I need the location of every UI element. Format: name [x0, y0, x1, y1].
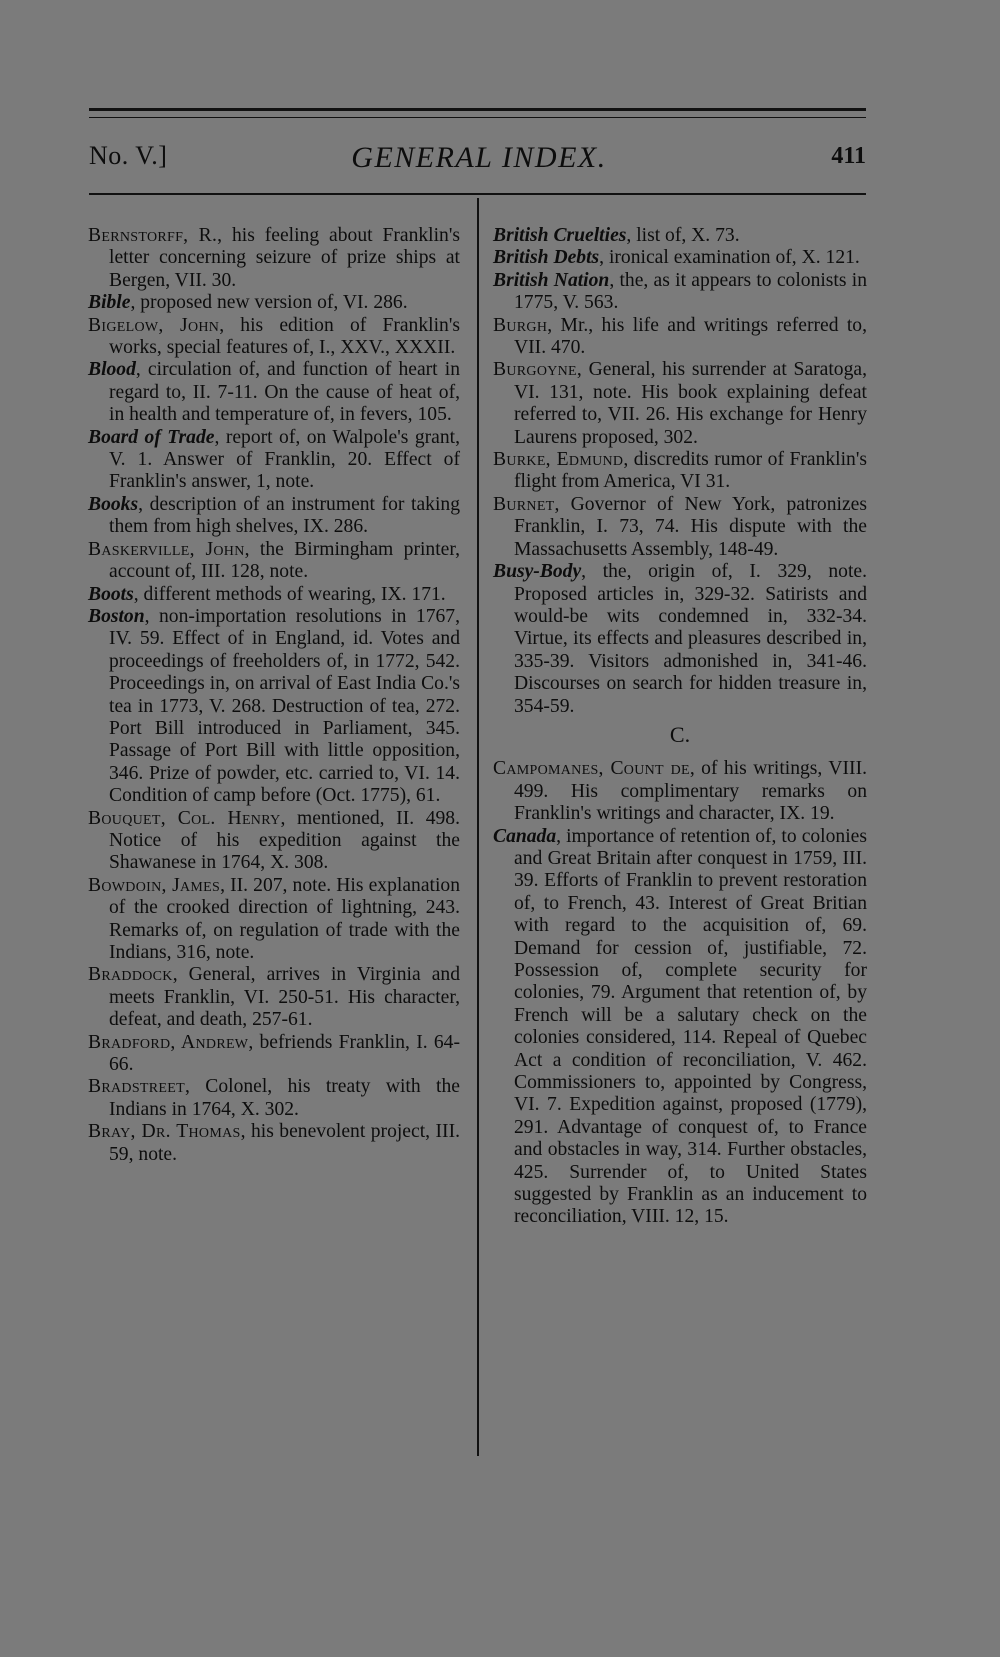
entry-heading: Bradford, Andrew — [88, 1031, 249, 1053]
index-entry — [88, 494, 460, 539]
index-entry — [88, 875, 460, 965]
index-entry — [493, 826, 867, 1229]
running-header — [89, 141, 866, 181]
index-entry — [88, 606, 460, 808]
entry-text: , of his writings, VIII. 499. His complimentary remarks on Franklin's writings and character, IX. 19. — [514, 758, 867, 825]
top-rule-thin — [89, 117, 866, 118]
entry-heading: Braddock — [88, 964, 173, 986]
entry-heading: Board of Trade — [88, 426, 215, 448]
entry-text: , discredits rumor of Franklin's flight from America, VI 31. — [514, 449, 868, 493]
index-entry — [88, 315, 460, 360]
index-entry — [88, 1032, 460, 1077]
index-entry — [493, 247, 867, 269]
index-entry — [493, 270, 867, 315]
index-entry — [88, 225, 460, 292]
entry-text: , description of an instrument for taking them from high shelves, IX. 286. — [109, 493, 460, 538]
entry-text: , Mr., his life and writings referred to, VII. 470. — [514, 314, 867, 359]
entry-heading: Burke, Edmund — [493, 449, 624, 471]
index-entry — [493, 359, 867, 449]
header-rule — [89, 193, 866, 195]
entry-text: , ironical examination of, X. 121. — [599, 247, 860, 269]
entry-heading: Boston — [88, 605, 145, 627]
index-entry — [88, 808, 460, 875]
entry-text: , proposed new version of, VI. 286. — [130, 292, 408, 314]
entry-text: , II. 207, note. His explanation of the crooked direction of lightning, 243. Remarks of, on regulation of trade with the Indians, 316, note. — [109, 874, 460, 963]
index-entry — [493, 494, 867, 561]
entry-heading: Baskerville, John — [88, 538, 245, 560]
entry-text: , Colonel, his treaty with the Indians in 1764, X. 302. — [109, 1076, 460, 1120]
index-entry — [493, 758, 867, 825]
index-column-left — [88, 225, 460, 1166]
entry-text: , General, his surrender at Saratoga, VI. 131, note. His book explaining defeat referred to, VII. 26. His exchange for Henry Laurens proposed, 302. — [514, 359, 867, 448]
index-entry — [88, 539, 460, 584]
entry-heading: Bowdoin, James — [88, 874, 221, 896]
index-entry — [493, 225, 867, 247]
column-divider — [477, 198, 479, 1456]
entry-heading: Burnet — [493, 493, 555, 515]
entry-text: , his feeling about Franklin's letter concerning seizure of prize ships at Bergen, VII. 30. — [109, 225, 461, 291]
index-entry — [88, 1076, 460, 1121]
entry-text: , circulation of, and function of heart in regard to, II. 7-11. On the cause of heat of, in health and temperature of, in fevers, 105. — [109, 359, 460, 426]
index-entry — [88, 292, 460, 314]
entry-heading: Campomanes, Count de — [493, 758, 690, 780]
entry-heading: British Cruelties — [493, 225, 627, 246]
entry-text: , different methods of wearing, IX. 171. — [133, 583, 446, 605]
index-entry — [88, 964, 460, 1031]
entry-text: , his benevolent project, III. 59, note. — [109, 1121, 461, 1165]
entry-heading: British Debts — [493, 247, 600, 269]
index-entry — [88, 359, 460, 426]
entry-heading: Canada — [493, 825, 557, 847]
index-entry — [493, 449, 867, 494]
entry-heading: British Nation — [493, 269, 610, 291]
entry-text: , importance of retention of, to colonies and Great Britain after conquest in 1759, III. 39. Efforts of Franklin to prevent restoration of, to French, 43. Interest of Great Britian with regard to the acquisition of, 69. Demand for cession of, justifiable, 72. Possession of, complete security for colonies, 79. Argument that retention of, by French will be a salutary check on the colonies considered, 114. Repeal of Quebec Act a condition of reconciliation, V. 462. Commissioners to, appointed by Congress, VI. 7. Expedition against, proposed (1779), 291. Advantage of conquest of, to France and obstacles in way, 314. Further obstacles, 425. Surrender of, to United States suggested by Franklin as an inducement to reconciliation, VIII. 12, 15. — [514, 825, 867, 1228]
index-entry — [493, 315, 867, 360]
entry-heading: Burgoyne — [493, 359, 577, 381]
entry-text: , the, origin of, I. 329, note. Proposed articles in, 329-32. Satirists and would-be wits condemned in, 332-34. Virtue, its effects and pleasures described in, 335-39. Visitors admonished in, 341-46. Discourses on search for hidden treasure in, 354-59. — [514, 561, 867, 717]
entry-heading: Boots — [88, 583, 134, 605]
entry-text: , the, as it appears to colonists in 1775, V. 563. — [514, 269, 867, 314]
index-entry — [88, 427, 460, 494]
page-title: GENERAL INDEX. — [351, 141, 607, 174]
entry-text: , his edition of Franklin's works, special features of, I., XXV., XXXII. — [109, 314, 460, 359]
entry-text: , list of, X. 73. — [626, 225, 740, 246]
entry-text: , General, arrives in Virginia and meets Franklin, VI. 250-51. His character, defeat, and death, 257-61. — [109, 964, 460, 1031]
page-number: 411 — [831, 143, 866, 169]
entry-text: , non-importation resolutions in 1767, IV. 59. Effect of in England, id. Votes and proceedings of freeholders of, in 1772, 542. Proceedings in, on arrival of East India Co.'s tea in 1773, V. 268. Destruction of tea, 272. Port Bill introduced in Parliament, 345. Passage of Port Bill with little opposition, 346. Prize of powder, etc. carried to, VI. 14. Condition of camp before (Oct. 1775), 61. — [109, 605, 460, 807]
entry-text: , the Birmingham printer, account of, III. 128, note. — [109, 538, 460, 583]
top-rule — [89, 108, 866, 111]
entry-heading: Bernstorff, R. — [88, 225, 218, 246]
entry-heading: Books — [88, 493, 139, 515]
entry-heading: Busy-Body — [493, 561, 582, 583]
entry-heading: Blood — [88, 359, 136, 381]
index-column-right — [493, 225, 867, 1229]
entry-heading: Bradstreet — [88, 1076, 185, 1098]
entry-heading: Bouquet, Col. Henry — [88, 807, 281, 829]
section-letter: C. — [669, 721, 691, 747]
entry-text: , report of, on Walpole's grant, V. 1. Answer of Franklin, 20. Effect of Franklin's answer, 1, note. — [109, 426, 460, 493]
entry-text: , befriends Franklin, I. 64-66. — [109, 1031, 460, 1076]
index-entry — [493, 561, 867, 718]
entry-heading: Bray, Dr. Thomas — [88, 1121, 241, 1143]
volume-label: No. V.] — [89, 141, 168, 170]
index-entry — [88, 584, 460, 606]
entry-text: , Governor of New York, patronizes Franklin, I. 73, 74. His dispute with the Massachusetts Assembly, 148-49. — [514, 493, 867, 560]
entry-heading: Bible — [88, 292, 131, 314]
entry-text: , mentioned, II. 498. Notice of his expedition against the Shawanese in 1764, X. 308. — [109, 807, 460, 874]
index-entry — [88, 1121, 460, 1166]
entry-heading: Bigelow, John — [88, 314, 220, 336]
entry-heading: Burgh — [493, 314, 548, 336]
